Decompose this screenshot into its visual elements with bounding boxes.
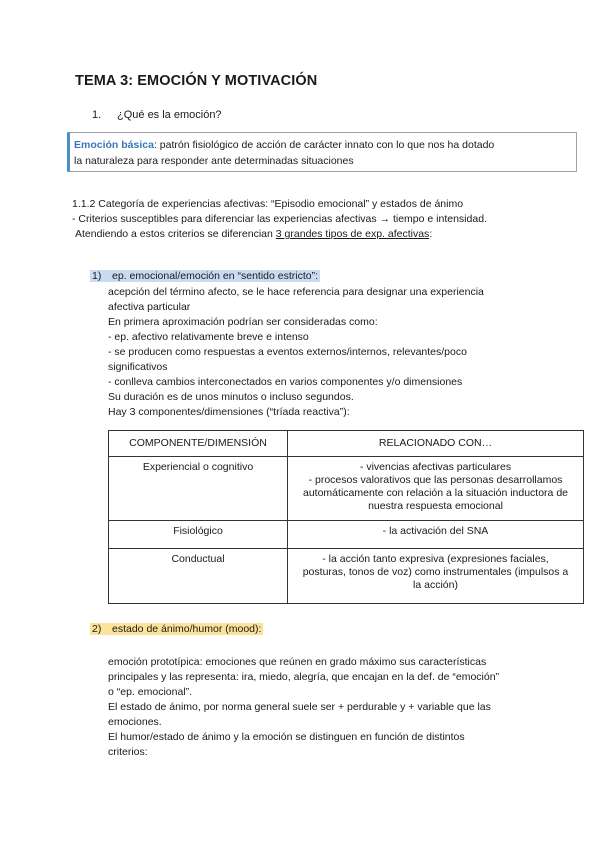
section-1-line: significativos (108, 361, 168, 373)
description-line: la acción) (413, 579, 458, 591)
definition-line-2: la naturaleza para responder ante determinadas situaciones (74, 155, 354, 167)
table-cell-description (288, 457, 584, 521)
section-2-body (108, 655, 499, 760)
section-2-line: El humor/estado de ánimo y la emoción se distinguen en función de distintos (108, 731, 465, 743)
table-cell-component: Fisiológico (109, 521, 288, 549)
description-line: posturas, tonos de voz) como instrumentales (impulsos a (302, 566, 569, 578)
table-header-cell: COMPONENTE/DIMENSIÓN (109, 431, 288, 457)
intro-line-3-prefix: Atendiendo a estos criterios se diferencian (75, 228, 276, 240)
section-2-line: o “ep. emocional”. (108, 686, 193, 698)
section-2-line: El estado de ánimo, por norma general suele ser + perdurable y + variable que las (108, 701, 491, 713)
table-row (109, 549, 584, 604)
section-2-heading (90, 623, 263, 635)
section-1-body (108, 285, 484, 420)
section-2-line: emoción prototípica: emociones que reúnen en grado máximo sus características (108, 656, 487, 668)
intro-line-3 (75, 228, 432, 240)
table-header-row (109, 431, 584, 457)
definition-line-1: : patrón fisiológico de acción de carácter innato con lo que nos ha dotado (153, 139, 495, 151)
description-line: - la acción tanto expresiva (expresiones faciales, (322, 553, 549, 565)
description-line: - procesos valorativos que las personas desarrollamos (308, 474, 563, 486)
section-2-title: estado de ánimo/humor (mood): (112, 623, 262, 635)
definition-box (67, 132, 577, 172)
section-2-line: criterios: (108, 746, 148, 758)
section-1-line: Su duración es de unos minutos o incluso segundos. (108, 391, 354, 403)
table-cell-component: Experiencial o cognitivo (109, 457, 288, 521)
intro-line-3-underlined: 3 grandes tipos de exp. afectivas (275, 228, 430, 240)
section-1-line: afectiva particular (108, 301, 191, 313)
section-1-line: En primera aproximación podrían ser consideradas como: (108, 316, 378, 328)
intro-line-2: - Criterios susceptibles para diferenciar las experiencias afectivas → tiempo e intensidad. (72, 213, 487, 225)
intro-line-1: 1.1.2 Categoría de experiencias afectivas: “Episodio emocional” y estados de ánimo (72, 198, 464, 210)
question-text: ¿Qué es la emoción? (117, 109, 222, 121)
table-header-cell: RELACIONADO CON… (288, 431, 584, 457)
section-1-heading (90, 270, 320, 282)
section-2-line: principales y las representa: ira, miedo, alegría, que encajan en la def. de “emoción” (108, 671, 500, 683)
section-1-line: - ep. afectivo relativamente breve e intenso (108, 331, 309, 343)
section-1-line: Hay 3 componentes/dimensiones (“tríada reactiva”): (108, 406, 350, 418)
section-2-line: emociones. (108, 716, 162, 728)
components-table (108, 430, 584, 604)
table-cell-description (288, 549, 584, 604)
definition-term: Emoción básica (74, 139, 154, 151)
section-1-line: acepción del término afecto, se le hace referencia para designar una experiencia (108, 286, 484, 298)
table-cell-component: Conductual (109, 549, 288, 604)
question-heading (92, 109, 222, 121)
section-1-line: - se producen como respuestas a eventos externos/internos, relevantes/poco (108, 346, 467, 358)
description-line: - vivencias afectivas particulares (359, 461, 512, 473)
intro-line-3-suffix: : (429, 228, 433, 240)
table-cell-description (288, 521, 584, 549)
table-row (109, 457, 584, 521)
document-title: TEMA 3: EMOCIÓN Y MOTIVACIÓN (75, 73, 318, 89)
section-1-number: 1) (92, 270, 102, 282)
description-line: - la activación del SNA (382, 525, 489, 537)
table-row (109, 521, 584, 549)
section-2-number: 2) (92, 623, 102, 635)
description-line: nuestra respuesta emocional (368, 500, 503, 512)
description-line: automáticamente con relación a la situación inductora de (303, 487, 568, 499)
question-number: 1. (92, 109, 102, 121)
section-1-line: - conlleva cambios interconectados en varios componentes y/o dimensiones (108, 376, 463, 388)
section-1-title: ep. emocional/emoción en “sentido estricto”: (112, 270, 319, 282)
